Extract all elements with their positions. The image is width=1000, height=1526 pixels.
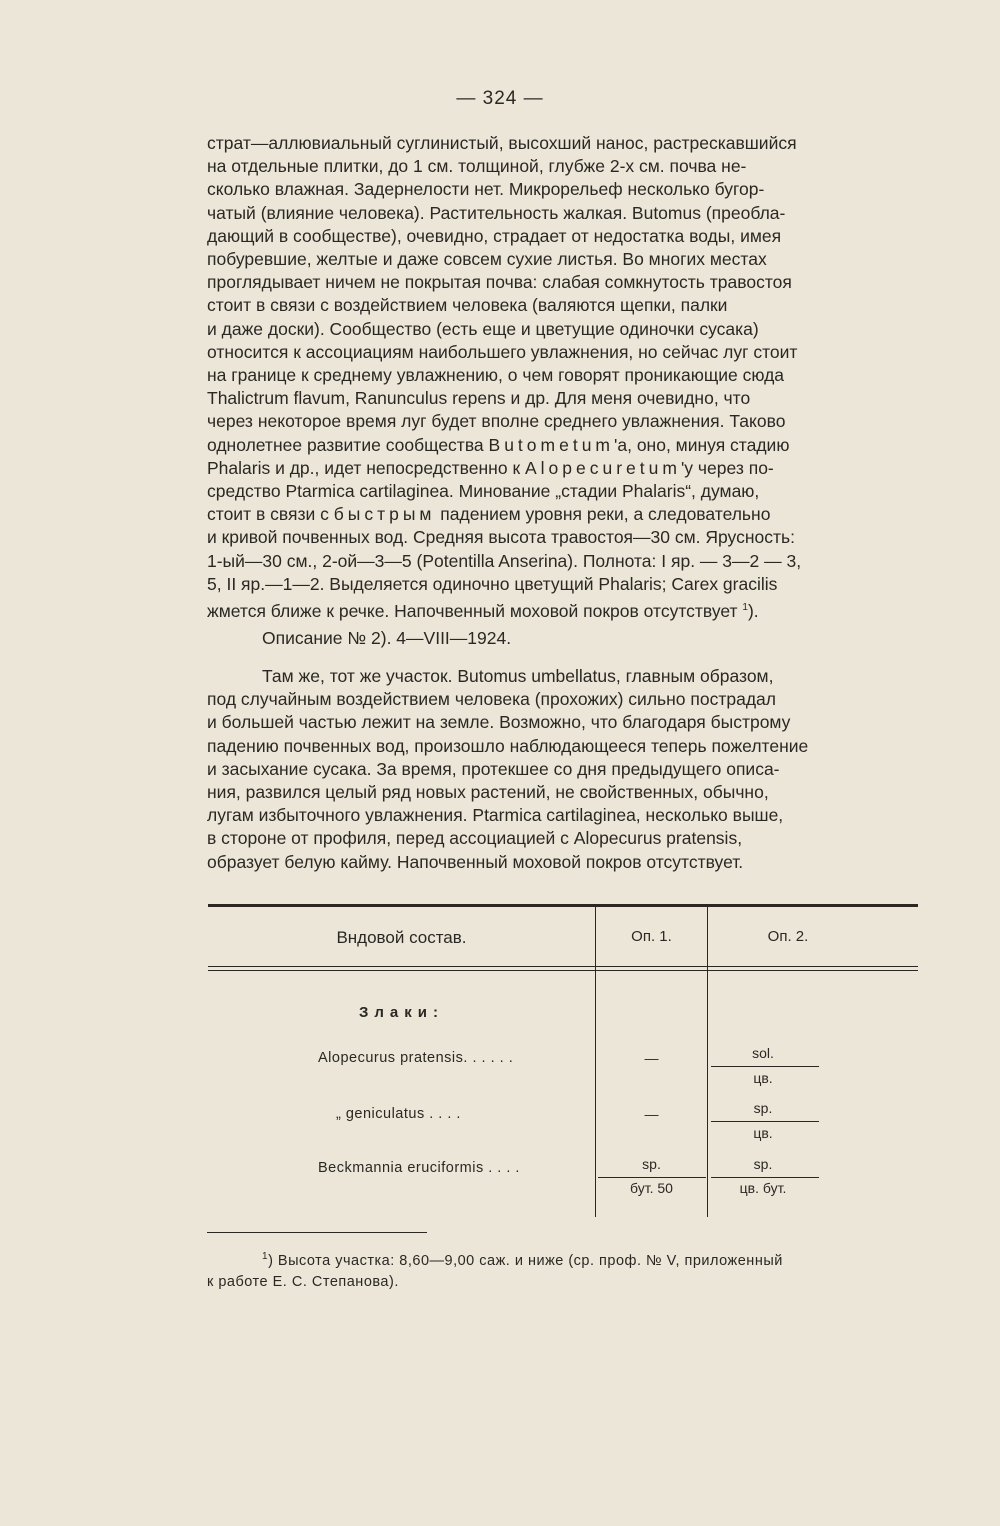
text-line: падению почвенных вод, произошло наблюдающееся теперь пожелтение: [207, 735, 809, 756]
species-name: Alopecurus pratensis. . . . . .: [318, 1050, 514, 1066]
spaced-term: Butometum: [488, 434, 615, 455]
text-line: Там же, тот же участок. Butomus umbellatus, главным образом,: [262, 666, 774, 686]
text-line: [207, 596, 921, 623]
species-name: „ geniculatus . . . .: [336, 1106, 461, 1122]
spaced-term: Alopecuretum: [524, 457, 681, 478]
text-line: Thalictrum flavum, Ranunculus repens и др. Для меня очевидно, что: [207, 388, 751, 409]
text-line: 5, II яр.—1—2. Выделяется одиночно цветущий Phalaris; Carex gracilis: [207, 573, 778, 594]
footnote-marker: 1: [262, 1251, 269, 1262]
text-line: относится к ассоциациям наибольшего увлажнения, но сейчас луг стоит: [207, 341, 798, 362]
text-span: падением уровня реки, а следовательно: [435, 504, 771, 525]
text-line: и даже доски). Сообщество (есть еще и цветущие одиночки сусака): [207, 318, 759, 339]
cell-divider: [598, 1177, 706, 1178]
page-number: — 324 —: [456, 88, 544, 109]
header-op1: Оп. 1.: [631, 928, 672, 945]
text-line: страт—аллювиальный суглинистый, высохший нанос, растрескавшийся: [207, 133, 797, 153]
table-rule: [208, 966, 918, 967]
text-line: на границе к среднему увлажнению, о чем говорят проникающие сюда: [207, 365, 785, 386]
footnote-line: [207, 1246, 921, 1272]
body-paragraph-1: [207, 132, 921, 623]
group-label: Злаки:: [359, 1004, 444, 1021]
table-rule: [208, 904, 918, 907]
text-span: ).: [747, 600, 759, 621]
text-line: 1-ый—30 см., 2-ой—3—5 (Potentilla Anserina). Полнота: I яр. — 3—2 — 3,: [207, 550, 802, 571]
text-line: [207, 457, 921, 480]
text-line: в стороне от профиля, перед ассоциацией с Alopecurus pratensis,: [207, 828, 743, 849]
text-span: 'у через по-: [680, 457, 774, 478]
text-line: и засыхание сусака. За время, протекшее со дня предыдущего описа-: [207, 758, 780, 779]
op2-value: цв.: [753, 1125, 773, 1141]
text-line: стоит в связи с воздействием человека (валяются щепки, палки: [207, 295, 728, 316]
footnote-rule: [207, 1232, 427, 1233]
op1-value: sp.: [642, 1156, 661, 1172]
species-name: Beckmannia eruciformis . . . .: [318, 1160, 520, 1176]
op2-value: цв.: [753, 1070, 773, 1086]
op2-value: sp.: [753, 1156, 773, 1172]
text-span: однолетнее развитие сообщества: [207, 434, 489, 455]
text-span: Phalaris и др., идет непосредственно к: [207, 457, 525, 478]
text-line: на отдельные плитки, до 1 см. толщиной, глубже 2-х см. почва не-: [207, 156, 747, 177]
text-line: проглядывает ничем не покрытая почва: слабая сомкнутость травостоя: [207, 272, 792, 293]
text-line: сколько влажная. Задернелости нет. Микрорельеф несколько бугор-: [207, 179, 765, 200]
text-line: и кривой почвенных вод. Средняя высота травостоя—30 см. Ярусность:: [207, 527, 795, 548]
text-line: [207, 503, 921, 526]
op1-value: бут. 50: [630, 1180, 673, 1196]
text-line: дающий в сообществе), очевидно, страдает от недостатка воды, имея: [207, 225, 782, 246]
table-rule: [208, 970, 918, 971]
text-span: ) Высота участка: 8,60—9,00 саж. и ниже (ср. проф. № V, приложенный: [268, 1252, 783, 1269]
spaced-term: быстрым: [333, 504, 436, 525]
description-heading: Описание № 2). 4—VIII—1924.: [262, 628, 512, 648]
footnote: [207, 1246, 921, 1293]
footnote-line: к работе Е. С. Степанова).: [207, 1273, 399, 1290]
cell-divider: [711, 1177, 819, 1178]
body-paragraph-2: [207, 665, 921, 874]
header-op2: Оп. 2.: [767, 928, 809, 945]
op2-value: sp.: [753, 1100, 773, 1116]
text-line: ния, развился целый ряд новых растений, не свойственных, обычно,: [207, 782, 769, 803]
footnote-ref: 1: [742, 602, 748, 614]
header-species: Вндовой состав.: [336, 928, 467, 947]
text-line: через некоторое время луг будет вполне среднего увлажнения. Таково: [207, 411, 786, 432]
op1-value: —: [644, 1050, 659, 1066]
text-line: лугам избыточного увлажнения. Ptarmica cartilaginea, несколько выше,: [207, 805, 784, 826]
species-table: [208, 904, 918, 1216]
op1-value: —: [644, 1106, 659, 1122]
text-line: чатый (влияние человека). Растительность жалкая. Butomus (преобла-: [207, 202, 786, 223]
text-line: образует белую кайму. Напочвенный моховой покров отсутствует.: [207, 851, 744, 872]
op2-value: цв. бут.: [739, 1180, 787, 1196]
cell-divider: [711, 1066, 819, 1067]
text-line: побуревшие, желтые и даже совсем сухие листья. Во многих местах: [207, 249, 767, 270]
text-line: [207, 434, 921, 457]
text-line: и большей частью лежит на земле. Возможно, что благодаря быстрому: [207, 712, 791, 733]
text-span: 'а, оно, минуя стадию: [614, 434, 790, 455]
text-line: средство Ptarmica cartilaginea. Минование „стадии Phalaris“, думаю,: [207, 481, 760, 502]
cell-divider: [711, 1121, 819, 1122]
text-span: стоит в связи с: [207, 504, 334, 525]
text-span: жмется ближе к речке. Напочвенный моховой покров отсутствует: [207, 600, 743, 621]
op2-value: sol.: [752, 1045, 774, 1061]
text-line: под случайным воздействием человека (прохожих) сильно пострадал: [207, 689, 776, 710]
